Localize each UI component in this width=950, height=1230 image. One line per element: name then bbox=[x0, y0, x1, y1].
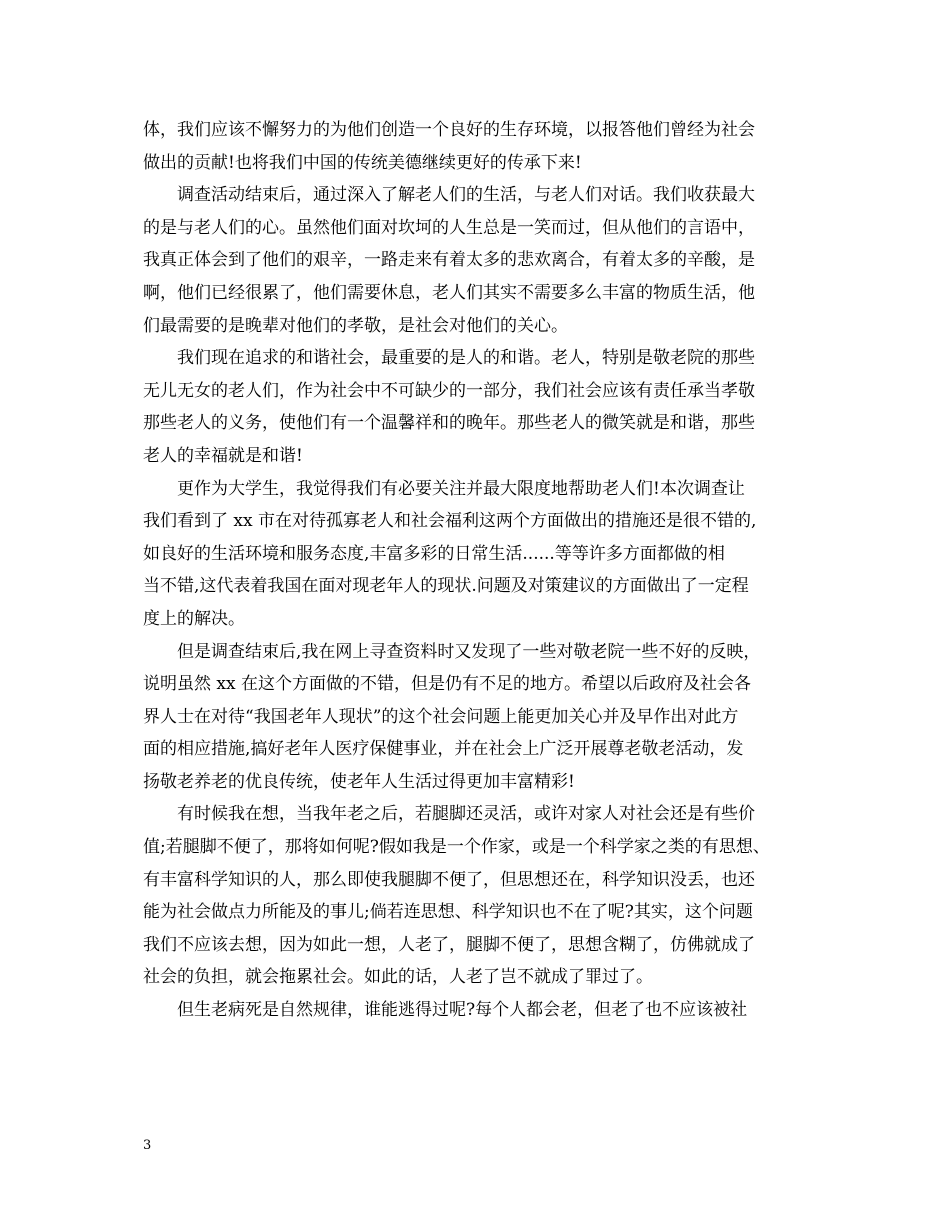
text-line: 值;若腿脚不便了，那将如何呢?假如我是一个作家，或是一个科学家之类的有思想、 bbox=[143, 837, 770, 858]
text-line: 们最需要的是晚辈对他们的孝敬，是社会对他们的关心。 bbox=[143, 315, 568, 336]
paragraph-4 bbox=[143, 473, 813, 636]
paragraph-3 bbox=[143, 342, 813, 472]
page-number: 3 bbox=[143, 1138, 152, 1153]
text-line: 能为社会做点力所能及的事儿;倘若连思想、科学知识也不在了呢?其实，这个问题 bbox=[143, 902, 753, 923]
text-line: 扬敬老养老的优良传统，使老年人生活过得更加丰富精彩! bbox=[143, 771, 575, 792]
text-line: 体，我们应该不懈努力的为他们创造一个良好的生存环境，以报答他们曾经为社会 bbox=[143, 120, 755, 140]
text-line: 我们看到了 xx 市在对待孤寡老人和社会福利这两个方面做出的措施还是很不错的, bbox=[143, 511, 757, 532]
text-line: 啊，他们已经很累了，他们需要休息，老人们其实不需要多么丰富的物质生活，他 bbox=[143, 282, 755, 303]
text-line: 界人士在对待“我国老年人现状”的这个社会问题上能更加关心并及早作出对此方 bbox=[143, 706, 739, 727]
paragraph-6 bbox=[143, 798, 813, 994]
paragraph-7 bbox=[143, 994, 813, 1027]
text-line: 但生老病死是自然规律，谁能逃得过呢?每个人都会老，但老了也不应该被社 bbox=[177, 1000, 748, 1021]
text-line: 更作为大学生，我觉得我们有必要关注并最大限度地帮助老人们!本次调查让 bbox=[177, 478, 745, 499]
text-line: 老人的幸福就是和谐! bbox=[143, 445, 303, 466]
text-line: 我真正体会到了他们的艰辛，一路走来有着太多的悲欢离合，有着太多的辛酸，是 bbox=[143, 250, 755, 271]
text-line: 我们现在追求的和谐社会，最重要的是人的和谐。老人，特别是敬老院的那些 bbox=[177, 348, 755, 369]
body-text bbox=[143, 114, 813, 1027]
text-line: 调查活动结束后，通过深入了解老人们的生活，与老人们对话。我们收获最大 bbox=[177, 185, 755, 206]
text-line: 那些老人的义务，使他们有一个温馨祥和的晚年。那些老人的微笑就是和谐，那些 bbox=[143, 413, 755, 434]
paragraph-5 bbox=[143, 636, 813, 799]
paragraph-2 bbox=[143, 179, 813, 342]
text-line: 我们不应该去想，因为如此一想，人老了，腿脚不便了，思想含糊了，仿佛就成了 bbox=[143, 934, 755, 955]
text-line: 的是与老人们的心。虽然他们面对坎坷的人生总是一笑而过，但从他们的言语中， bbox=[143, 217, 755, 238]
text-line: 面的相应措施,搞好老年人医疗保健事业，并在社会上广泛开展尊老敬老活动，发 bbox=[143, 739, 744, 760]
text-line: 度上的解决。 bbox=[143, 608, 245, 629]
text-line: 但是调查结束后,我在网上寻查资料时又发现了一些对敬老院一些不好的反映， bbox=[177, 641, 761, 662]
text-line: 有丰富科学知识的人，那么即使我腿脚不便了，但思想还在，科学知识没丢，也还 bbox=[143, 869, 755, 890]
text-line: 有时候我在想，当我年老之后，若腿脚还灵活，或许对家人对社会还是有些价 bbox=[177, 804, 755, 825]
text-line: 当不错,这代表着我国在面对现老年人的现状.问题及对策建议的方面做出了一定程 bbox=[143, 576, 749, 597]
text-line: 无儿无女的老人们，作为社会中不可缺少的一部分，我们社会应该有责任承当孝敬 bbox=[143, 380, 755, 401]
text-line: 做出的贡献!也将我们中国的传统美德继续更好的传承下来! bbox=[143, 152, 582, 173]
paragraph-1 bbox=[143, 114, 813, 179]
text-line: 社会的负担，就会拖累社会。如此的话，人老了岂不就成了罪过了。 bbox=[143, 967, 653, 988]
text-line: 说明虽然 xx 在这个方面做的不错，但是仍有不足的地方。希望以后政府及社会各 bbox=[143, 674, 751, 695]
text-line: 如良好的生活环境和服务态度,丰富多彩的日常生活......等等许多方面都做的相 bbox=[143, 543, 725, 564]
